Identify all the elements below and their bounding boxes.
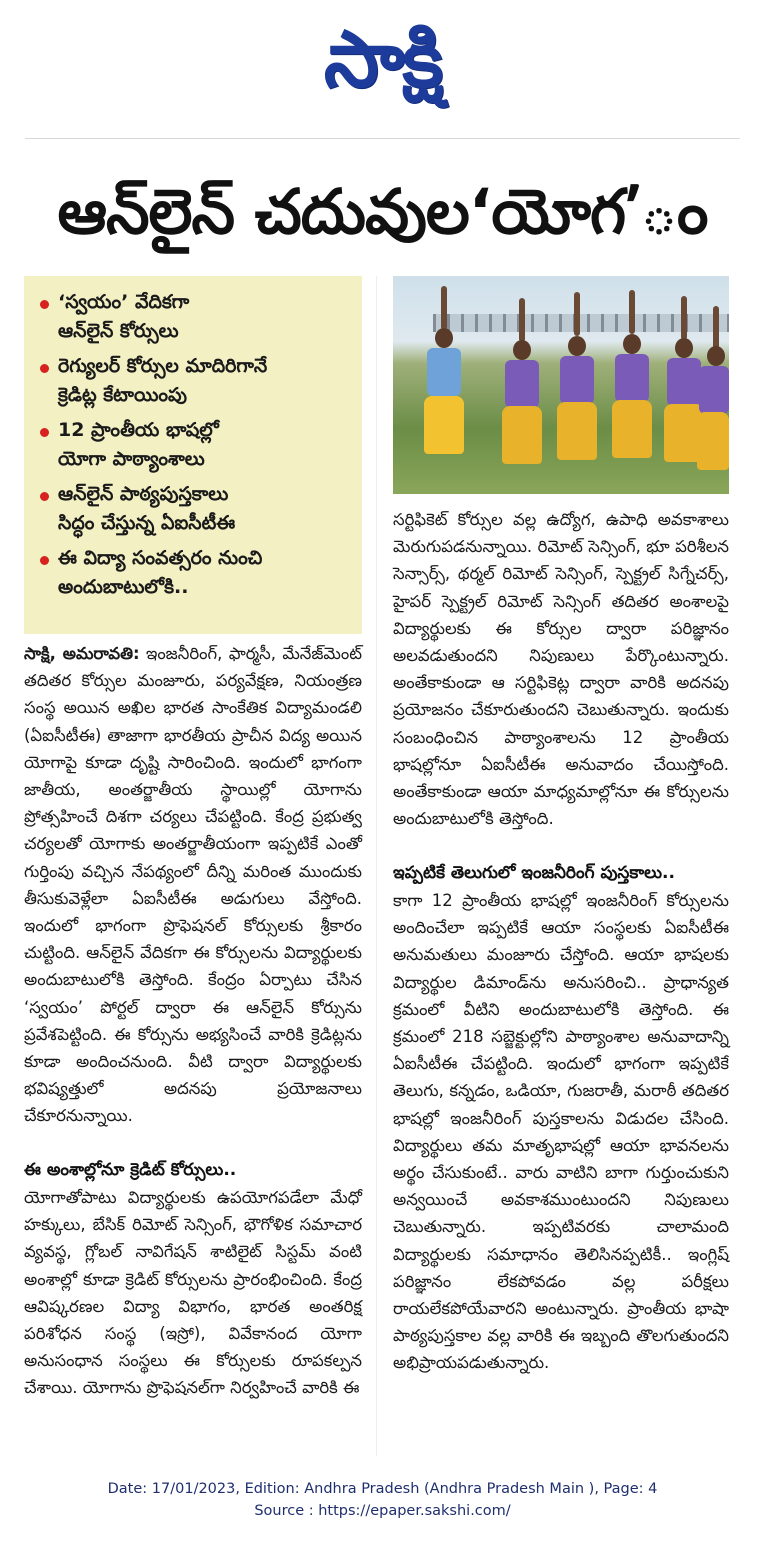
- footer-date-edition: Date: 17/01/2023, Edition: Andhra Pradesh (Andhra Pradesh Main ), Page: 4: [107, 1481, 658, 1497]
- photo-person: [693, 276, 729, 494]
- highlight-item: [36, 416, 350, 474]
- highlight-item: [36, 480, 350, 538]
- yoga-photo: [393, 276, 729, 494]
- article-paragraph: యోగాతోపాటు విద్యార్థులకు ఉపయోగపడేలా మేధో హక్కులు, బేసిక్ రిమోట్ సెన్సింగ్, భౌగోళిక సమాచార వ్యవస్థ, గ్లోబల్ నావిగేషన్ శాటిలైట్ సిస్టమ్ వంటి అంశాల్లో కూడా క్రెడిట్ కోర్సులను ప్రారంభించింది. కేంద్ర ఆవిష్కరణల విద్యా విభాగం, భారత అంతరిక్ష పరిశోధన సంస్థ (ఇస్రో), వివేకానంద యోగా అనుసంధాన సంస్థలు ఈ కోర్సులకు రూపకల్పన చేశాయి. యోగాను ప్రొఫెషనల్‌గా నిర్వహించే వారికి ఈ: [24, 1188, 362, 1398]
- photo-person: [603, 276, 663, 494]
- highlight-item: [36, 352, 350, 410]
- masthead: [0, 0, 765, 120]
- photo-person: [415, 276, 475, 494]
- article-paragraph: ఇంజనీరింగ్, ఫార్మసీ, మేనేజ్‌మెంట్ తదితర కోర్సుల మంజూరు, పర్యవేక్షణ, నియంత్రణ సంస్థ అయిన అఖిల భారత సాంకేతిక విద్యామండలి (ఏఐసీటీఈ) తాజాగా భారతీయ ప్రాచీన విద్య అయిన యోగాపై కూడా దృష్టి సారించింది. ఇందులో భాగంగా జాతీయ, అంతర్జాతీయ స్థాయిల్లో యోగాను ప్రోత్సహించే దిశగా చర్యలు చేపట్టింది. కేంద్ర ప్రభుత్వ చర్యలతో యోగాకు అంతర్జాతీయంగా ఇప్పటికే ఎంతో గుర్తింపు వచ్చిన నేపథ్యంలో దీన్ని మరింత ముందుకు తీసుకువెళ్లేలా ఏఐసీటీఈ అడుగులు వేస్తోంది. ఇందులో భాగంగా ప్రొఫెషనల్ కోర్సులకు శ్రీకారం చుట్టింది. ఆన్‌లైన్ వేదికగా ఈ కోర్సులను విద్యార్థులకు అందుబాటులోకి తెస్తోంది. కేంద్రం ఏర్పాటు చేసిన ‘స్వయం’ పోర్టల్ ద్వారా ఈ ఆన్‌లైన్ కోర్సును ప్రవేశపెట్టింది. ఈ కోర్సును అభ్యసించే వారికి క్రెడిట్లను కూడా అందించనుంది. వీటి ద్వారా విద్యార్థులకు భవిష్యత్తులో అదనపు ప్రయోజనాలు చేకూరనున్నాయి.: [24, 644, 362, 1126]
- photo-person: [548, 276, 608, 494]
- highlight-text: ఈ విద్యా సంవత్సరం నుంచి అందుబాటులోకి..: [58, 547, 263, 598]
- subheading: ఈ అంశాల్లోనూ క్రెడిట్ కోర్సులు..: [24, 1160, 237, 1180]
- bullet-dot-icon: [40, 364, 49, 373]
- column-divider: [376, 276, 377, 1456]
- photo-person: [493, 276, 553, 494]
- highlight-text: 12 ప్రాంతీయ భాషల్లో యోగా పాఠ్యాంశాలు: [58, 419, 219, 470]
- highlights-box: [24, 276, 362, 634]
- highlight-item: [36, 544, 350, 602]
- masthead-divider: [25, 138, 740, 139]
- highlight-text: రెగ్యులర్ కోర్సుల మాదిరిగానే క్రెడిట్ల కేటాయింపు: [58, 355, 268, 406]
- highlight-item: [36, 288, 350, 346]
- bullet-dot-icon: [40, 556, 49, 565]
- bullet-dot-icon: [40, 492, 49, 501]
- bullet-dot-icon: [40, 300, 49, 309]
- subheading: ఇప్పటికే తెలుగులో ఇంజనీరింగ్ పుస్తకాలు..: [393, 863, 675, 883]
- sakshi-logo: సాక్షి: [323, 15, 442, 105]
- highlight-text: ఆన్‌లైన్ పాఠ్యపుస్తకాలు సిద్ధం చేస్తున్న ఏఐసీటీఈ: [58, 483, 236, 534]
- byline: సాక్షి, అమరావతి:: [24, 644, 140, 663]
- article-headline: ఆన్‌లైన్ చదువుల‘యోగ’ం: [57, 175, 708, 248]
- article-paragraph: కాగా 12 ప్రాంతీయ భాషల్లో ఇంజనీరింగ్ కోర్సులను అందించేలా ఇప్పటికే ఆయా సంస్థలకు ఏఐసీటీఈ అనుమతులు మంజూరు చేస్తోంది. ఆయా భాషలకు విద్యార్థుల డిమాండ్‌ను అనుసరించి.. ప్రాధాన్యత క్రమంలో వీటిని అందుబాటులోకి తెస్తోంది. ఈ క్రమంలో 218 సబ్జెక్టుల్లోని పాఠ్యాంశాల అనువాదాన్ని ఏఐసీటీఈ చేపట్టింది. ఇందులో భాగంగా ఇప్పటికే తెలుగు, కన్నడం, ఒడియా, గుజరాతీ, మరాఠీ తదితర భాషల్లో ఇంజనీరింగ్ పుస్తకాలను విడుదల చేసింది. విద్యార్థులు తమ మాతృభాషల్లో ఆయా భావనలను అర్థం చేసుకుంటే.. వారు వాటిని బాగా గుర్తుంచుకుని అన్వయించే అవకాశముంటుందని నిపుణులు చెబుతున్నారు. ఇప్పటివరకు చాలామంది విద్యార్థులకు సమాధానం తెలిసినప్పటికీ.. ఇంగ్లిష్ పరిజ్ఞానం లేకపోవడం వల్ల పరీక్షలు రాయలేకపోయేవారని అంటున్నారు. ప్రాంతీయ భాషా పాఠ్యపుస్తకాల వల్ల వారికి ఈ ఇబ్బంది తొలగుతుందని అభిప్రాయపడుతున్నారు.: [393, 891, 729, 1373]
- bullet-dot-icon: [40, 428, 49, 437]
- highlight-text: ‘స్వయం’ వేదికగా ఆన్‌లైన్ కోర్సులు: [58, 291, 190, 342]
- page-footer: [0, 1478, 765, 1522]
- article-paragraph: సర్టిఫికెట్ కోర్సుల వల్ల ఉద్యోగ, ఉపాధి అవకాశాలు మెరుగుపడనున్నాయి. రిమోట్ సెన్సింగ్, భూ పరిశీలన సెన్సార్స్, థర్మల్ రిమోట్ సెన్సింగ్, స్పెక్ట్రల్ సిగ్నేచర్స్, హైపర్ స్పెక్ట్రల్ రిమోట్ సెన్సింగ్ తదితర అంశాలపై విద్యార్థులకు ఈ కోర్సుల ద్వారా పరిజ్ఞానం అలవడుతుందని నిపుణులు పేర్కొంటున్నారు. అంతేకాకుండా ఆ సర్టిఫికెట్ల ద్వారా వారికి అదనపు ప్రయోజనం చేకూరుతుందని చెబుతున్నారు. ఇందుకు సంబంధించిన పాఠ్యాంశాలను 12 ప్రాంతీయ భాషల్లోనూ ఏఐసీటీఈ అనువాదం చేయిస్తోంది. అంతేకాకుండా ఆయా మాధ్యమాల్లోనూ ఈ కోర్సులను అందుబాటులోకి తెస్తోంది.: [393, 510, 729, 829]
- article-column-left: [24, 640, 362, 1130]
- footer-source: Source : https://epaper.sakshi.com/: [254, 1503, 511, 1519]
